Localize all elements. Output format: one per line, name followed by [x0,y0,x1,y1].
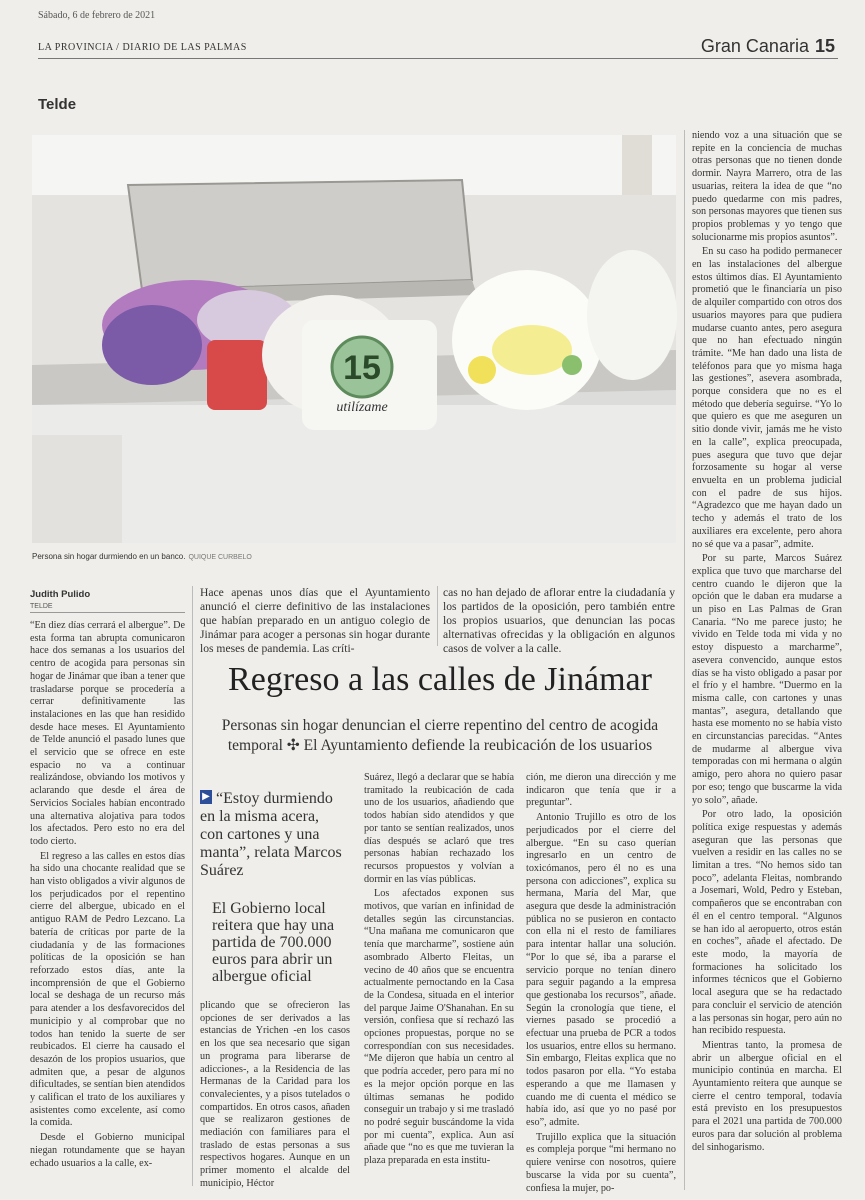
headline: Regreso a las calles de Jinámar [228,661,652,698]
article-photo [32,135,676,543]
publication-name: LA PROVINCIA / DIARIO DE LAS PALMAS [38,42,247,53]
paragraph: Desde el Gobierno municipal niegan rotundamente que se hayan echado usuarios a la calle, ex- [30,1132,185,1169]
article-column-5 [692,130,842,1190]
section-name: Gran Canaria [700,36,809,56]
photo-credit: QUIQUE CURBELO [188,554,252,561]
article-column-2 [200,1000,350,1190]
intro-column-2 [443,586,675,655]
byline-author: Judith Pulido [30,589,91,600]
paragraph: Antonio Trujillo es otro de los perjudicados por el cierre del albergue. “En su caso querían ingresarlo en un centro de toxicómanos, pero él no es una persona con adicciones”, explica su hermana, María del Mar, que asegura que desde la administración pública no se pusieron en contacto con ella ni el resto de familiares para intentar hallar una solución. “Por lo que sé, iba a pararse el servicio porque no tenían dinero para seguir pagando a la empresa que gestionaba los recursos”, añade. Según la cronología que tiene, el viernes pasado se procedió a efectuar una prueba de PCR a todos los usuarios, entre ellos su hermano. Sin embargo, Fleitas explica que no todos pasaron por ella. “Yo estaba esperando a que me llamasen y cuando me di cuenta el médico se había ido, así que yo no pasé por eso”, admite. [526,812,676,1128]
paragraph: cas no han dejado de aflorar entre la ciudadanía y los partidos de la oposición, pero también entre los propios usuarios, que denuncian las pocas alternativas ofrecidas y la obligación en algunos casos de volver a la calle. [443,586,675,655]
paragraph: En su caso ha podido permanecer en las instalaciones del albergue estos últimos días. El Ayuntamiento prometió que le financiaría un piso de alquiler compartido con otros dos usuarios mayores para que pudiera mudarse cuanto antes, pero asegura que no han efectuado ningún trámite. “Me han dado una lista de teléfonos para que yo misma haga las gestiones”, asevera asombrada, porque considera que no es el método que debería seguirse. “Yo lo que quiero es que me aseguren un sitio donde vivir, jamás me he visto en la calle”, explica preocupada, pues asegura que tuvo que dejar forzosamente su hogar al verse envuelta en un problema judicial con el padre de sus hijos. “Agradezco que me hayan dado un techo y además el trato de los auxiliares era excelente, pero ahora no sé que va a pasar”, admite. [692,246,842,550]
paragraph: Mientras tanto, la promesa de abrir un albergue oficial en el municipio continúa en marcha. El Ayuntamiento reitera que aunque se cierre el centro temporal, todavía está previsto en los presupuestos para el 2021 una partida de 700.000 euros para dar solución al problema del sinhogarismo. [692,1039,842,1153]
caption-text: Persona sin hogar durmiendo en un banco. [32,552,186,561]
bag-label: 15 [343,349,381,387]
paragraph: El regreso a las calles en estos días ha sido una chocante realidad que se han visto obligados a vivir algunos de los perjudicados por el repentino cierre del albergue, ubicado en el antiguo RAM de Pedro Lezcano. La batería de críticas por parte de la ciudadanía y de las formaciones políticas de la oposición se han reforzado estos días, ante la incomprensión de que el Gobierno local se deshaga de un recurso más para atender a los desfavorecidos del municipio y al comprobar que no todos han tenido la suerte de ser reubicados. El cierre ha causado el desazón de los propios usuarios, que admiten que, a pesar de algunos dificultades, se sentían bien atendidos y califican el trato de los auxiliares y asistentes como excelente, así como la comida. [30,850,185,1129]
header-rule [38,58,838,59]
paragraph: Hace apenas unos días que el Ayuntamiento anunció el cierre definitivo de las instalaciones que habían preparado en un antiguo colegio de Jinámar para acoger a personas sin hogar durante los meses de pandemia. Las críti- [200,586,430,655]
issue-date: Sábado, 6 de febrero de 2021 [38,10,156,21]
section-tag: Telde [38,96,77,113]
paragraph: niendo voz a una situación que se repite en la conciencia de muchas otras personas que no tienen donde dormir. Nayra Marrero, otra de las usuarias, reitera la idea de que “no puedo quedarme con mis padres, son personas mayores que tienen sus propios problemas y yo tengo que solucionarme mis propios asuntos”. [692,130,842,243]
paragraph: Por su parte, Marcos Suárez explica que tuvo que marcharse del centro cuando le dijeron que la opción que le daban era mudarse a un piso en Las Palmas de Gran Canaria. “No me parece justo; he vivido en Telde toda mi vida y no estoy dispuesto a marcharme”, asevera convencido, aunque estos días se ha visto obligado a pasar por el frío y el hambre. “Duermo en la misma calle, con cartones y unas mantas”, asegura, detallando que hasta ese momento no se había visto en circunstancias parecidas. “Antes de mudarme al albergue viva temporadas con mi hermana o algún amigo, pero ahora no quiero pasar por eso; tengo que buscarme la vida yo solo”, añade. [692,553,842,806]
pull-quote: “Estoy durmiendo en la misma acera, con cartones y una manta”, relata Marcos Suárez [200,790,342,879]
paragraph: ción, me dieron una dirección y me indicaron que tenía que ir a preguntar”. [526,772,676,809]
section-header [701,36,835,57]
pull-quote-secondary: El Gobierno local reitera que hay una partida de 700.000 euros para abrir un albergue oficial [212,900,335,985]
column-divider [684,130,685,1190]
photo-caption [32,552,252,561]
paragraph: Suárez, llegó a declarar que se había tramitado la reubicación de cada uno de los usuarios, añadiendo que todos habían sido atendidos y que por tanto se sentían realizados, unos días después se aclaró que tres personas habían rechazado los recursos propuestos y volvían a dormir en las vías públicas. [364,772,514,885]
pull-quote-box [200,790,345,880]
quote-marker-icon: ▶ [200,790,212,804]
paragraph: Por otro lado, la oposición política exige respuestas y además aseguran que las personas que vuelven a residir en las calles no se limitan a tres. “No hemos sido tan poco”, adelanta Fleitas, nombrando a Josemari, Wold, Pedro y Esteban, compañeros que se encontraban con él en el centro temporal. “Algunos se han ido al aeropuerto, otros están en coches”, añade el afectado. De este modo, la mayoría de formaciones ha solicitado los informes técnicos que el Gobierno local asegura que se ha redactado para concluir el servicio de atención a las personas sin hogar, pero aún no han recibido respuesta. [692,809,842,1037]
paragraph: “En diez días cerrará el albergue”. De esta forma tan abrupta comunicaron hace dos semanas a los usuarios del centro de acogida para personas sin hogar de Jinámar que iban a tener que trasladarse porque se procedería a cerrar definitivamente las instalaciones en las que han residido desde hace meses. El Ayuntamiento de Telde anunció el pasado lunes que el servicio que se ofrece en este espacio no va a continuar realizándose, obviando los motivos y aclarando que desde el área de Servicios Sociales habían encontrado una alternativa alojativa para todos los afectados. Pero esto no era del todo cierto. [30,620,185,847]
article-column-4 [526,772,676,1194]
subheadline: Personas sin hogar denuncian el cierre repentino del centro de acogida temporal ✣ El Ayuntamiento defiende la reubicación de los usuarios [221,717,659,754]
byline-rule [30,612,185,613]
paragraph: plicando que se ofrecieron las opciones de ser derivados a las estancias de Yrichen -en los casos en los que sea necesario que sigan un programa para liberarse de adicciones-, a la Residencia de las Hermanas de la Caridad para los convalecientes, y a pisos tutelados o compartidos. En otros casos, añaden que se realizaron gestiones de mediación con familiares para el traslado de estas personas a sus respectivos hogares. Aunque en un primer momento el alcalde del municipio, Héctor [200,1000,350,1189]
column-divider [192,586,193,1186]
intro-column-1 [200,586,430,655]
article-column-1 [30,620,185,1185]
paragraph: Los afectados exponen sus motivos, que varían en infinidad de detalles según las circunstancias. “Una mañana me comunicaron que tenía que marcharme”, sostiene aún asombrado Alberto Fleitas, un vecino de 40 años que se encuentra actualmente pernoctando en la Casa de la Condesa, situada en el interior del parque Jaime O'Shanahan. En su versión, confiesa que sí rechazó las opciones propuestas, porque no se correspondían con sus necesidades. “Me dijeron que había un centro al que podría acceder, pero para mí no es la mejor opción porque en las últimas semanas he podido conseguir un trabajo y si me trasladó no podré seguir buscándome la vida por mi cuenta”, explica. Aun así añade que “no es que me tuvieran la plaza preparada en esta institu- [364,888,514,1167]
bag-text: utilízame [336,400,388,415]
column-divider [437,586,438,646]
paragraph: Trujillo explica que la situación es compleja porque “mi hermano no quiere venirse con nosotros, quiere buscarse la vida por su cuenta”, confiesa la mujer, po- [526,1131,676,1194]
byline-location: TELDE [30,603,53,610]
page-number: 15 [814,36,835,56]
article-column-3 [364,772,514,1190]
photo-illustration [32,135,676,543]
